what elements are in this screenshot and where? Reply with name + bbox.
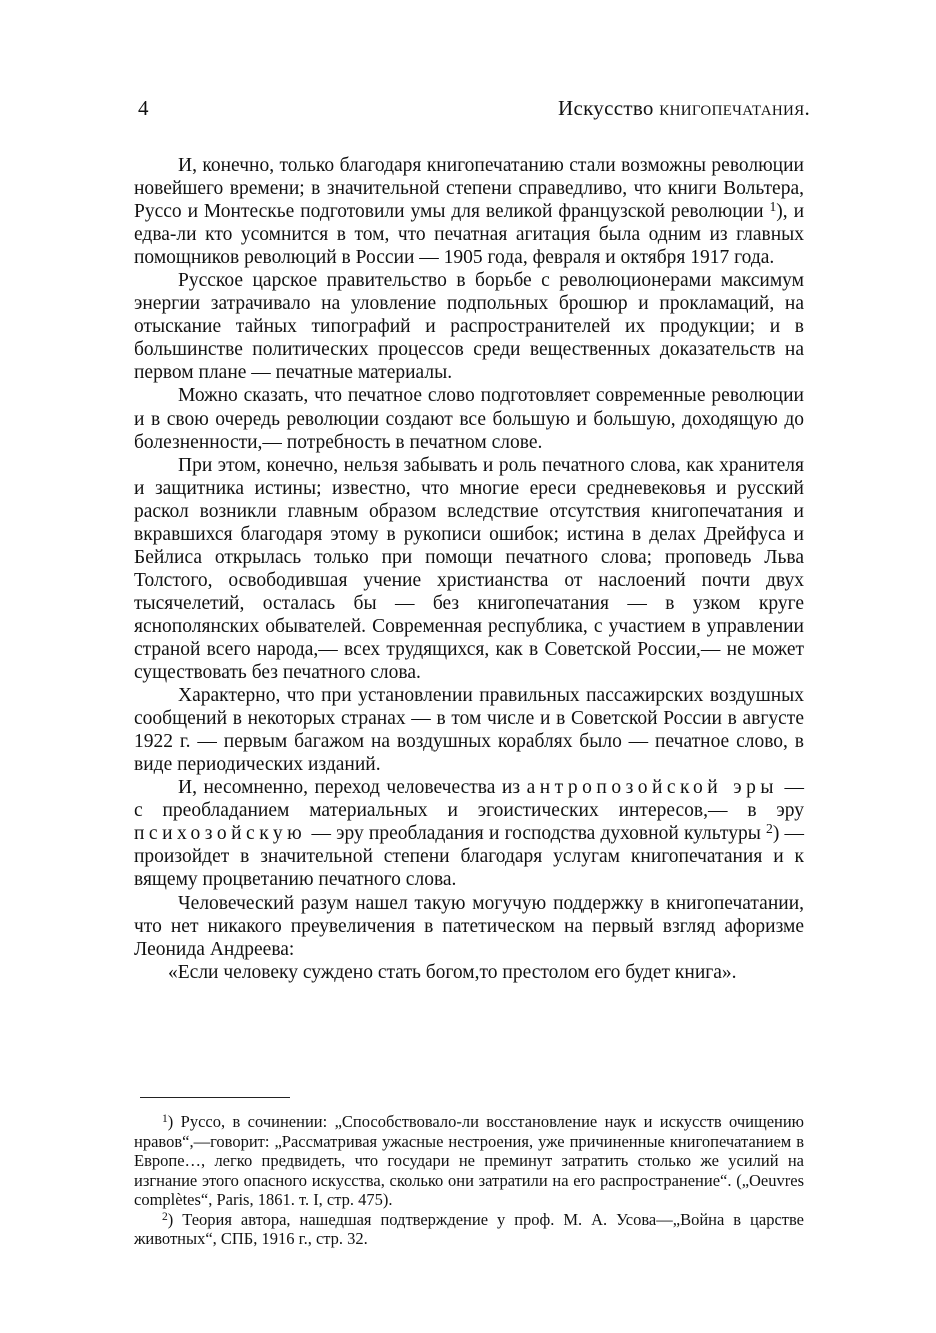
spaced-term-anthropozoic: антропозойской эры <box>526 777 778 799</box>
paragraph-6 <box>134 776 804 891</box>
footnotes <box>134 1112 804 1249</box>
running-title-rest: книгопечатания. <box>659 96 810 120</box>
paragraph-1-part-b: ), и едва-ли кто усомнится в том, что печатная агитация была одним из главных помощников революций в России — 1905 года, февраля и октября 1917 года. <box>134 201 805 269</box>
andreev-quote: «Если человеку суждено стать богом,то престолом его будет книга». <box>168 961 737 983</box>
running-head <box>134 96 810 126</box>
paragraph-5: Характерно, что при установлении правильных пассажирских воздушных сообщений в некоторых странах — в том числе и в Советской России в августе 1922 г. — первым багажом на воздушных кораблях было — печатное слово, в виде периодических изданий. <box>134 685 804 776</box>
running-title-first-word: Искусство <box>558 96 654 120</box>
paragraph-4: При этом, конечно, нельзя забывать и роль печатного слова, как хранителя и защитника истины; известно, что многие ереси средневековья и русский раскол возникли главным образом вследствие отсутствия книгопечатания и вкравшихся благодаря этому в рукописи ошибок; истина в делах Дрейфуса и Бейлиса открылась только при помощи печатного слова; проповедь Льва Толстого, освободившая учение христианства от наслоений почти двух тысячелетий, осталась бы — без книгопечатания — в узком круге яснополянских обывателей. Современная республика, с участием в управлении страной всего народа,— всех трудящихся, как в Советской России,— не может существовать без печатного слова. <box>134 454 804 684</box>
footnote-1 <box>134 1112 804 1210</box>
page-number: 4 <box>138 96 149 120</box>
footnote-ref-2: 2 <box>766 821 773 837</box>
paragraph-7: Человеческий разум нашел такую могучую поддержку в книгопечатании, что нет никакого преувеличения в патетическом на первый взгляд афоризме Леонида Андреева: <box>134 892 804 960</box>
running-title <box>558 96 810 121</box>
paragraph-6-part-c: — эру преобладания и господства духовной культуры <box>311 823 761 845</box>
paragraph-2: Русское царское правительство в борьбе с революционерами максимум энергии затрачивало на уловление подпольных брошюр и прокламаций, на отыскание тайных типографий и распространителей их продукции; и в большинстве политических процессов среди вещественных доказательств на первом плане — печатные материалы. <box>134 270 804 384</box>
spaced-term-psychozoic: психозойскую <box>134 823 307 845</box>
paragraph-6-part-b: — с преобладанием материальных и эгоистических интересов,— в эру <box>134 777 804 822</box>
main-text <box>134 154 804 984</box>
paragraph-1-part-a: И, конечно, только благодаря книгопечатанию стали возможны революции новейшего времени; в значительной степени справедливо, что книги Вольтера, Руссо и Монтескье подготовили умы для великой французской революции <box>134 155 804 223</box>
footnote-ref-1: 1 <box>769 198 777 214</box>
footnote-2-text: ) Теория автора, нашедшая подтверждение у проф. М. А. Усова—„Война в царстве животных“, СПБ, 1916 г., стр. 32. <box>134 1209 804 1248</box>
footnote-2 <box>134 1210 804 1249</box>
paragraph-6-part-a: И, несомненно, переход человечества из <box>178 777 521 799</box>
paragraph-1 <box>134 154 804 269</box>
footnote-divider <box>140 1097 290 1098</box>
paragraph-3: Можно сказать, что печатное слово подготовляет современные революции и в свою очередь революции создают все большую и большую, доходящую до болезненности,— потребность в печатном слове. <box>134 385 804 453</box>
footnote-1-text: ) Руссо, в сочинении: „Способствовало-ли восстановление наук и искусств очищению нравов“,—говорит: „Рассматривая ужасные нестроения, уже причиненные книгопечатанием в Европе…, легко предвидеть, что государи не преминут затратить столько же усилий на изгнание этого опасного искусства, сколько они затратили на его распространение“. („Oeuvres complètes“, Paris, 1861. т. I, стр. 475). <box>134 1112 804 1209</box>
footnote-1-mark: 1 <box>162 1112 168 1125</box>
paragraph-6-part-d: ) — произойдет в значительной степени благодаря услугам книгопечатания и к вящему процветанию печатного слова. <box>134 823 805 891</box>
footnote-2-mark: 2 <box>162 1210 168 1223</box>
